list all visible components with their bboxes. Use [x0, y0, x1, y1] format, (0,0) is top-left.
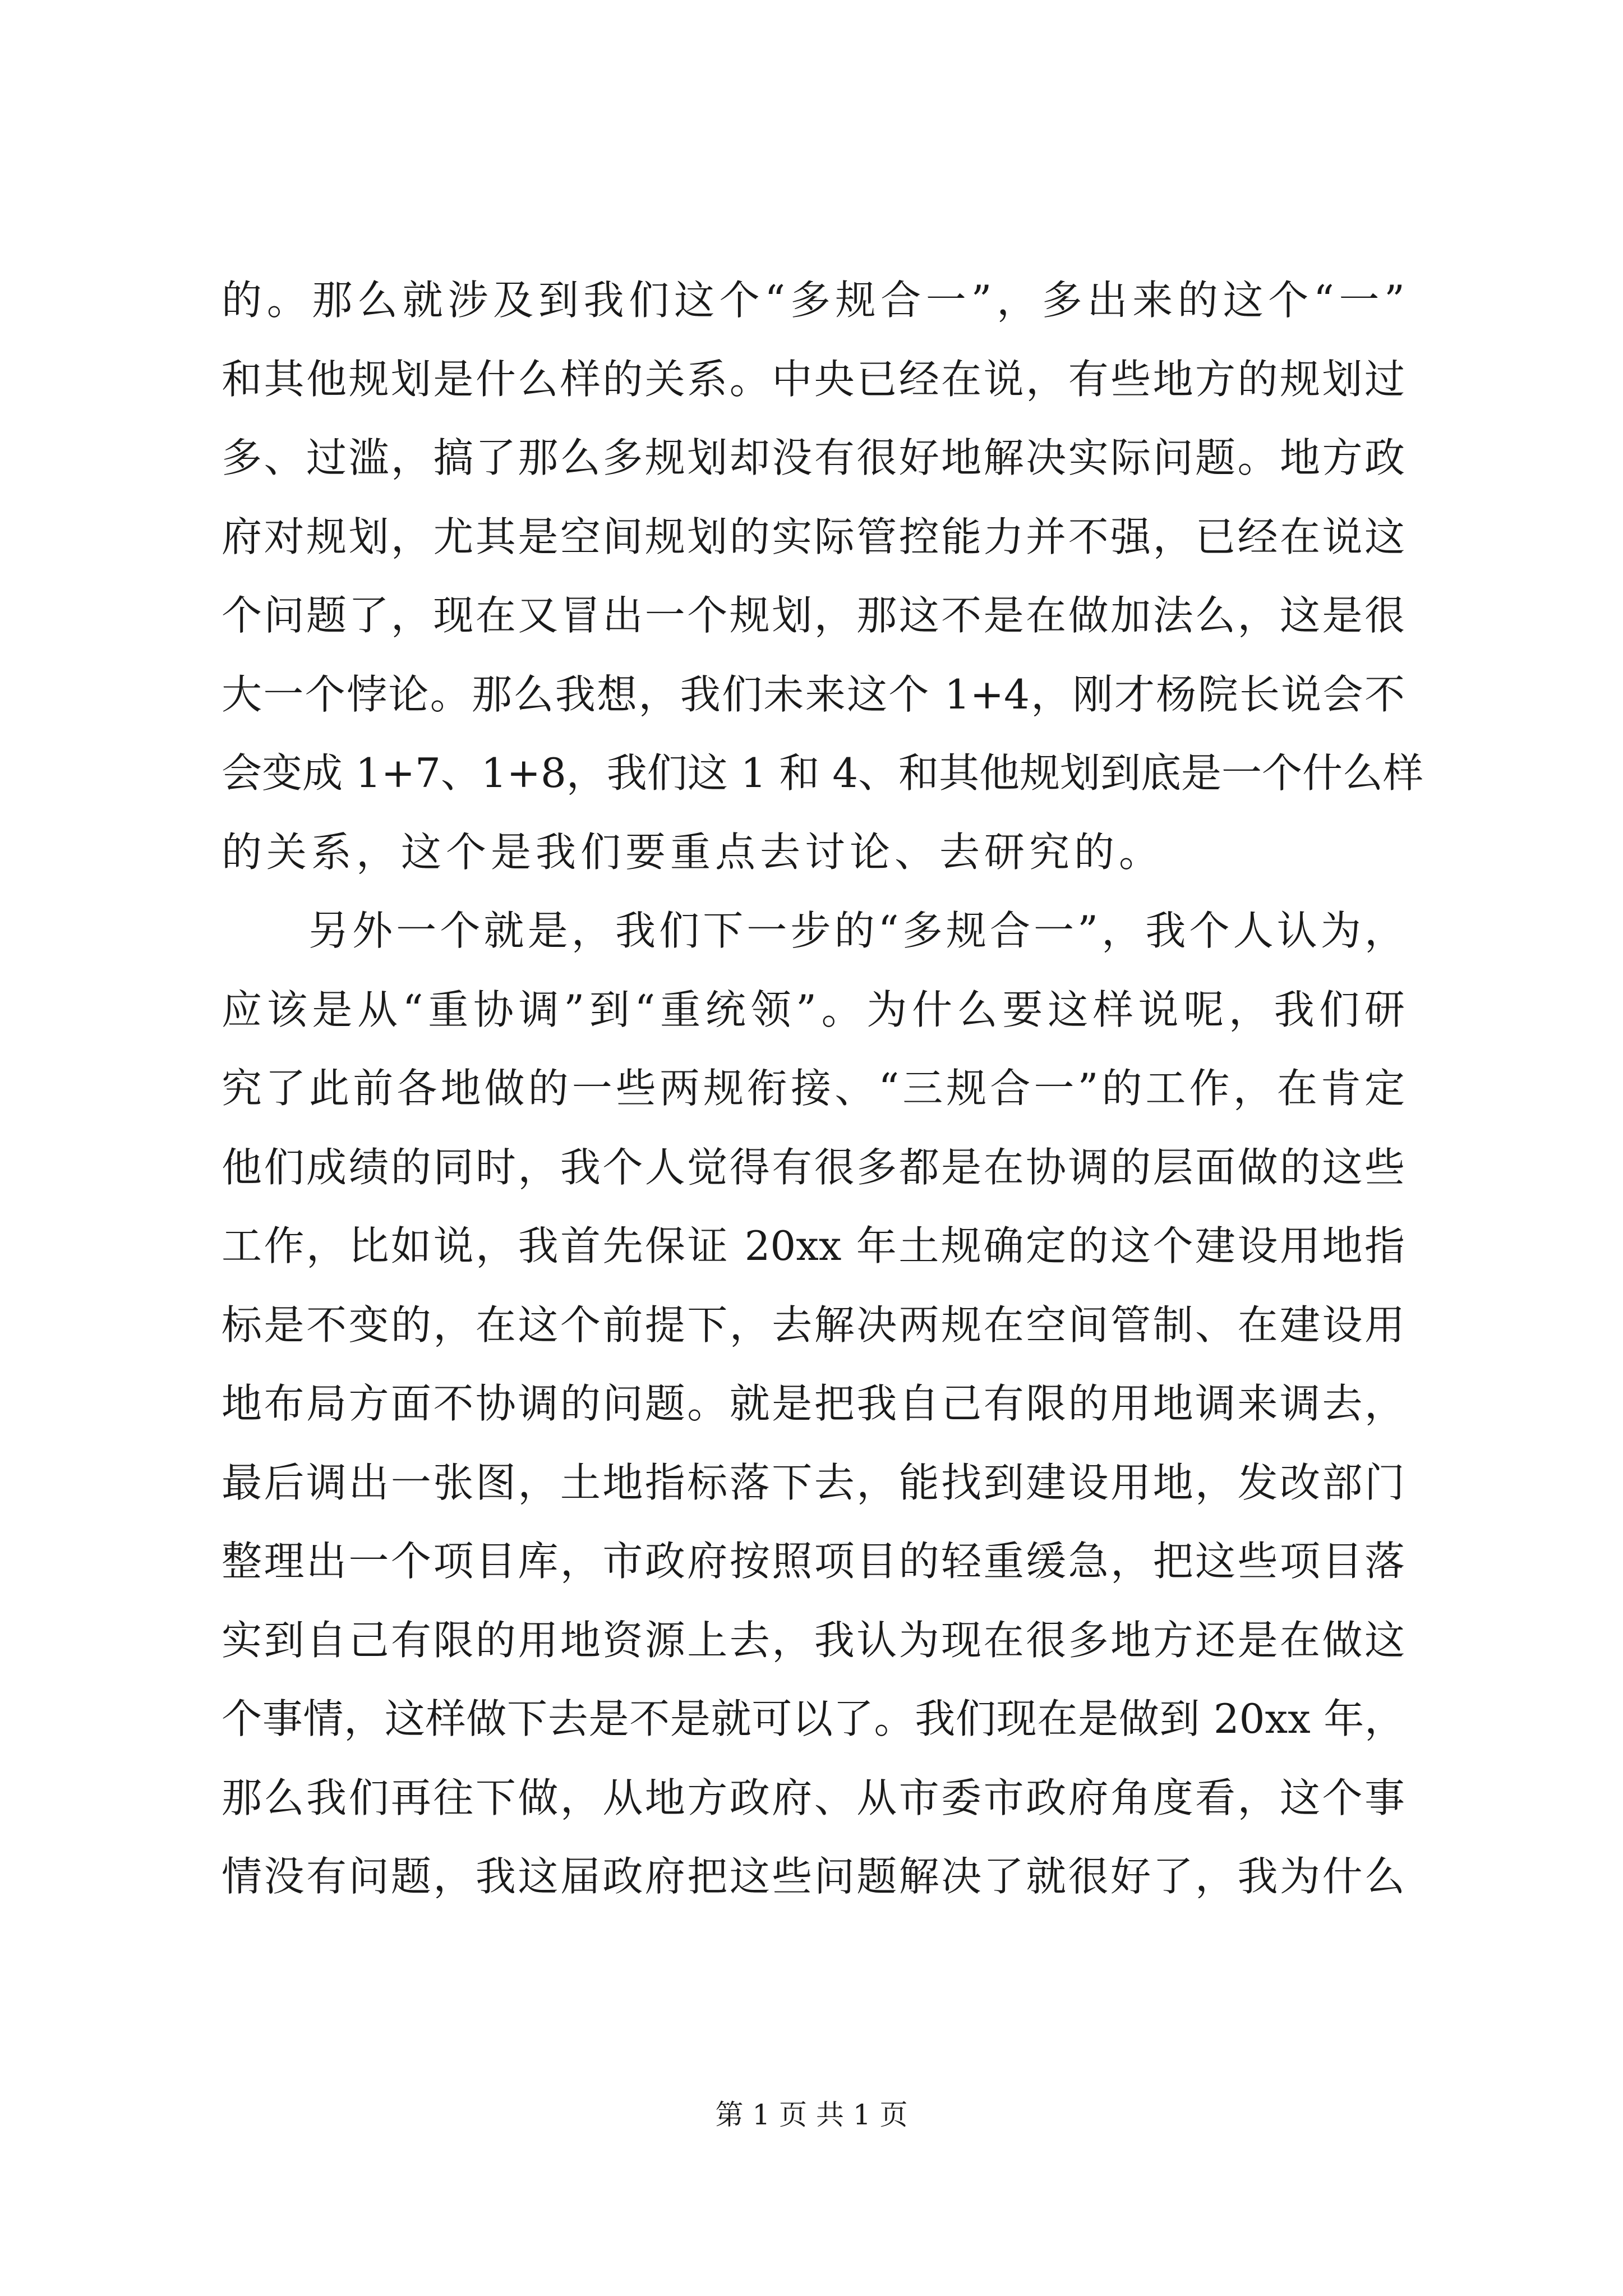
text-line: 多、过滥，搞了那么多规划却没有很好地解决实际问题。地方政 — [222, 434, 1405, 481]
document-body — [222, 261, 1424, 1916]
text-line: 大一个悖论。那么我想，我们未来这个 1+4，刚才杨院长说会不 — [222, 670, 1405, 718]
text-line: 会变成 1+7、1+8，我们这 1 和 4、和其他规划到底是一个什么样 — [222, 749, 1424, 797]
text-line: 实到自己有限的用地资源上去，我认为现在很多地方还是在做这 — [222, 1616, 1405, 1664]
text-line: 他们成绩的同时，我个人觉得有很多都是在协调的层面做的这些 — [222, 1143, 1405, 1191]
text-line: 应该是从“重协调”到“重统领”。为什么要这样说呢，我们研 — [222, 986, 1405, 1033]
text-line: 个问题了，现在又冒出一个规划，那这不是在做加法么，这是很 — [222, 592, 1405, 639]
text-line: 的关系，这个是我们要重点去讨论、去研究的。 — [222, 828, 1164, 876]
text-line: 地布局方面不协调的问题。就是把我自己有限的用地调来调去， — [222, 1380, 1405, 1427]
text-line: 标是不变的，在这个前提下，去解决两规在空间管制、在建设用 — [222, 1301, 1405, 1349]
text-line-paragraph-start: 另外一个就是，我们下一步的“多规合一”，我个人认为， — [308, 907, 1405, 954]
text-line: 个事情，这样做下去是不是就可以了。我们现在是做到 20xx 年， — [222, 1695, 1405, 1742]
page-number-footer: 第 1 页 共 1 页 — [715, 2099, 908, 2131]
text-line: 整理出一个项目库，市政府按照项目的轻重缓急，把这些项目落 — [222, 1538, 1405, 1585]
text-line: 情没有问题，我这届政府把这些问题解决了就很好了，我为什么 — [222, 1853, 1405, 1900]
text-line: 那么我们再往下做，从地方政府、从市委市政府角度看，这个事 — [222, 1774, 1405, 1821]
text-line: 府对规划，尤其是空间规划的实际管控能力并不强，已经在说这 — [222, 513, 1405, 560]
text-line: 的。那么就涉及到我们这个“多规合一”，多出来的这个“一” — [222, 277, 1405, 324]
text-line: 究了此前各地做的一些两规衔接、“三规合一”的工作，在肯定 — [222, 1065, 1405, 1112]
text-line: 工作，比如说，我首先保证 20xx 年土规确定的这个建设用地指 — [222, 1222, 1405, 1269]
text-line: 和其他规划是什么样的关系。中央已经在说，有些地方的规划过 — [222, 355, 1405, 403]
text-line: 最后调出一张图，土地指标落下去，能找到建设用地，发改部门 — [222, 1458, 1405, 1506]
